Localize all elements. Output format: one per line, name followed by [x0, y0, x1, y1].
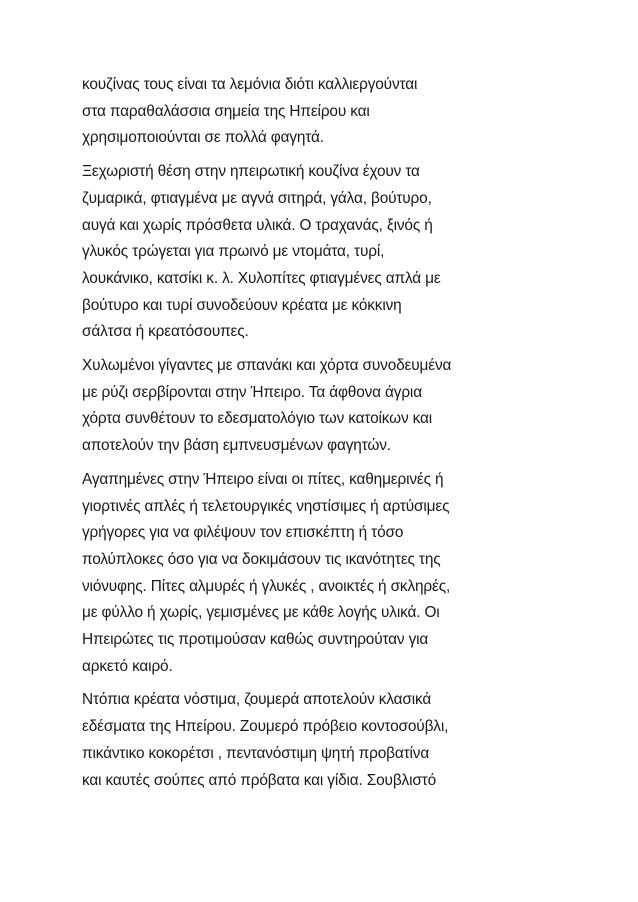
text-line: χρησιμοποιούνται σε πολλά φαγητά.	[82, 129, 324, 147]
text-line: εδέσματα της Ηπείρου. Ζουμερό πρόβειο κοντοσούβλι,	[82, 718, 449, 736]
text-line: λουκάνικο, κατσίκι κ. λ. Χυλοπίτες φτιαγμένες απλά με	[82, 269, 441, 287]
text-line: αποτελούν την βάση εμπνευσμένων φαγητών.	[82, 437, 391, 455]
text-line: χόρτα συνθέτουν το εδεσματολόγιο των κατοίκων και	[82, 410, 433, 428]
text-line: βούτυρο και τυρί συνοδεύουν κρέατα με κόκκινη	[82, 296, 402, 314]
text-line: ζυμαρικά, φτιαγμένα με αγνά σιτηρά, γάλα, βούτυρο,	[82, 189, 432, 207]
document-page	[82, 72, 562, 801]
text-line: πολύπλοκες όσο για να δοκιμάσουν τις ικανότητες της	[82, 550, 441, 568]
text-line: με φύλλο ή χωρίς, γεμισμένες με κάθε λογής υλικά. Οι	[82, 604, 440, 622]
text-line: στα παραθαλάσσια σημεία της Ηπείρου και	[82, 102, 370, 120]
text-line: αυγά και χωρίς πρόσθετα υλικά. Ο τραχανάς, ξινός ή	[82, 216, 433, 234]
paragraph	[82, 159, 562, 346]
text-line: Ξεχωριστή θέση στην ηπειρωτική κουζίνα έχουν τα	[82, 163, 420, 181]
text-line: γλυκός τρώγεται για πρωινό με ντομάτα, τυρί,	[82, 243, 385, 261]
paragraph	[82, 687, 562, 794]
text-line: με ρύζι σερβίρονται στην Ήπειρο. Τα άφθονα άγρια	[82, 383, 422, 401]
paragraph	[82, 72, 562, 152]
text-line: γρήγορες για να φιλέψουν τον επισκέπτη ή τόσο	[82, 524, 404, 542]
text-line: κουζίνας τους είναι τα λεμόνια διότι καλλιεργούνται	[82, 76, 418, 93]
text-line: Ηπειρώτες τις προτιμούσαν καθώς συντηρούταν για	[82, 631, 429, 649]
text-line: αρκετό καιρό.	[82, 657, 173, 675]
paragraph	[82, 467, 562, 681]
text-line: Χυλωμένοι γίγαντες με σπανάκι και χόρτα συνοδευμένα	[82, 357, 452, 375]
text-line: γιορτινές απλές ή τελετουργικές νηστίσιμες ή αρτύσιμες	[82, 497, 450, 515]
text-line: σάλτσα ή κρεατόσουπες.	[82, 323, 249, 341]
text-line: Αγαπημένες στην Ήπειρο είναι οι πίτες, καθημερινές ή	[82, 470, 444, 488]
text-line: νιόνυφης. Πίτες αλμυρές ή γλυκές , ανοικτές ή σκληρές,	[82, 577, 451, 595]
text-line: Ντόπια κρέατα νόστιμα, ζουμερά αποτελούν κλασικά	[82, 691, 432, 709]
paragraph	[82, 353, 562, 460]
text-line: πικάντικο κοκορέτσι , πεντανόστιμη ψητή προβατίνα	[82, 744, 430, 762]
text-line: και καυτές σούπες από πρόβατα και γίδια. Σουβλιστό	[82, 771, 437, 789]
